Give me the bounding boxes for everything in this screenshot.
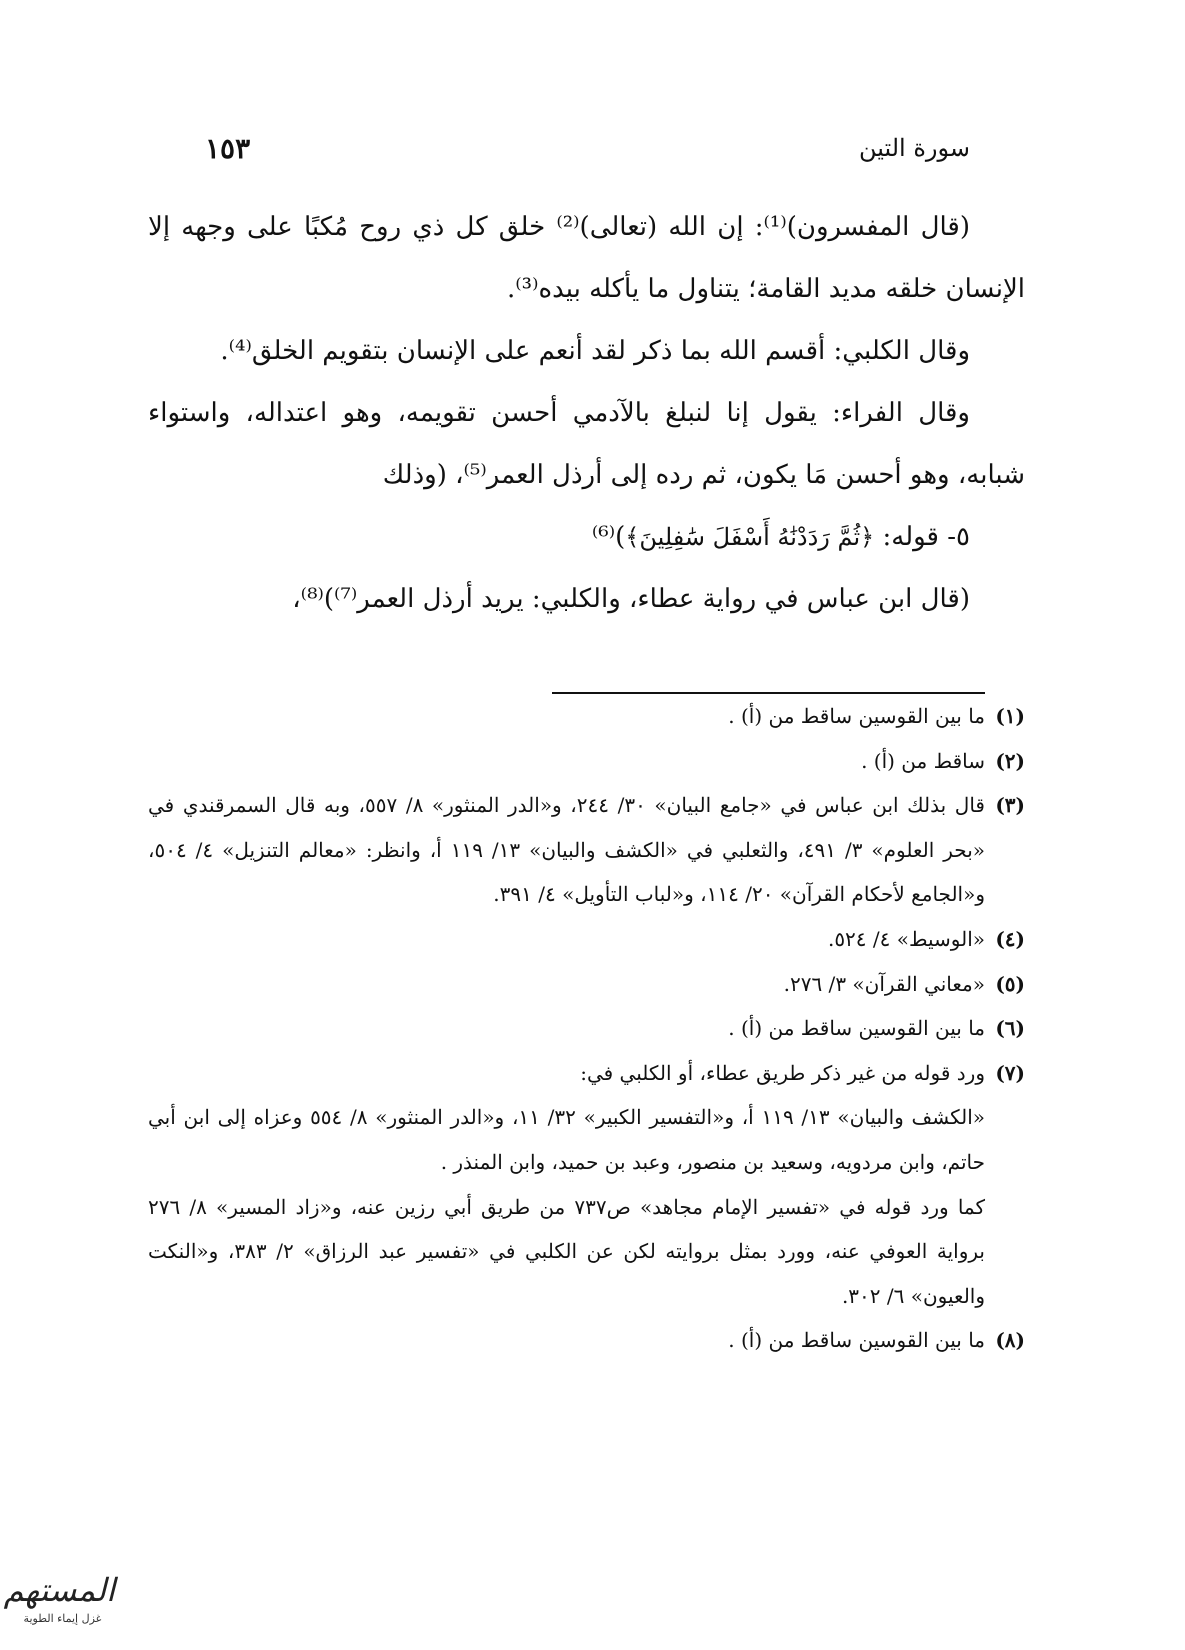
footnote-text: ورد قوله من غير ذكر طريق عطاء، أو الكلبي في:: [580, 1060, 985, 1085]
footnote-number: (٤): [995, 926, 1025, 951]
footnote-text: ما بين القوسين ساقط من (أ) .: [728, 704, 985, 728]
verse-suffix: )⁽⁶⁾: [591, 522, 626, 552]
page-header: [205, 128, 970, 168]
footnote-text: ما بين القوسين ساقط من (أ) .: [728, 1328, 985, 1353]
paragraph-4: [148, 506, 1025, 568]
footnote-text: قال بذلك ابن عباس في «جامع البيان» ٣٠/ ٢٤٤، و«الدر المنثور» ٨/ ٥٥٧، وبه قال السمرقندي في «بحر العلوم» ٣/ ٤٩١، والثعلبي في «الكشف والبيان» ١٣/ ١١٩ أ، وانظر: «معالم التنزيل» ٤/ ٥٠٤، و«الجامع لأحكام القرآن» ٢٠/ ١١٤، و«لباب التأويل» ٤/ ٣٩١.: [148, 793, 985, 907]
footnote-1: [148, 694, 1025, 739]
chapter-title: سورة التين: [858, 134, 970, 162]
footnote-number: (٨): [995, 1328, 1025, 1353]
footnote-text: «معاني القرآن» ٣/ ٢٧٦.: [783, 971, 985, 996]
footnote-4: [148, 917, 1025, 962]
footnote-text: «الوسيط» ٤/ ٥٢٤.: [827, 926, 985, 951]
footnote-6: [148, 1006, 1025, 1051]
footnote-number: (٦): [995, 1016, 1025, 1041]
footnote-number: (١): [995, 704, 1025, 728]
footnote-number: (٧): [995, 1060, 1025, 1085]
main-text: [148, 196, 1025, 630]
paragraph-2: وقال الكلبي: أقسم الله بما ذكر لقد أنعم على الإنسان بتقويم الخلق⁽⁴⁾.: [220, 336, 970, 366]
paragraph-5: (قال ابن عباس في رواية عطاء، والكلبي: يريد أرذل العمر⁽⁷⁾)⁽⁸⁾،: [292, 584, 970, 614]
footnote-text: كما ورد قوله في «تفسير الإمام مجاهد» ص٧٣٧ من طريق أبي رزين عنه، و«زاد المسير» ٨/ ٢٧٦ برواية العوفي عنه، وورد بمثل بروايته لكن عن الكلبي في «تفسير عبد الرزاق» ٢/ ٣٨٣، و«النكت والعيون» ٦/ ٣٠٢.: [148, 1194, 985, 1308]
page-number: ١٥٣: [205, 131, 251, 165]
footnote-3: [148, 783, 1025, 917]
footnote-7: [148, 1051, 1025, 1319]
footnote-5: [148, 962, 1025, 1007]
paragraph-1: (قال المفسرون)⁽¹⁾: إن الله (تعالى)⁽²⁾ خلق كل ذي روح مُكبًا على وجهه إلا الإنسان خلقه مديد القامة؛ يتناول ما يأكله بيده⁽³⁾.: [148, 212, 1025, 304]
logo-calligraphy: المستهم: [3, 1571, 115, 1609]
footnotes: [148, 694, 1025, 1363]
footnote-text: ما بين القوسين ساقط من (أ) .: [728, 1016, 985, 1041]
footnote-8: [148, 1318, 1025, 1363]
quran-verse: ﴿ثُمَّ رَدَدْنَٰهُ أَسْفَلَ سَٰفِلِينَ﴾: [625, 523, 875, 551]
publisher-logo: [3, 1568, 115, 1638]
verse-number: ٥- قوله:: [874, 522, 970, 552]
logo-subtitle: غزل إيماء الطوية: [23, 1612, 102, 1625]
footnote-text: «الكشف والبيان» ١٣/ ١١٩ أ، و«التفسير الكبير» ٣٢/ ١١، و«الدر المنثور» ٨/ ٥٥٤ وعزاه إلى ابن أبي حاتم، وابن مردويه، وسعيد بن منصور، وعبد بن حميد، وابن المنذر .: [148, 1105, 985, 1174]
footnote-number: (٥): [995, 971, 1025, 996]
footnote-2: [148, 739, 1025, 784]
footnote-number: (٢): [995, 748, 1025, 773]
paragraph-3: وقال الفراء: يقول إنا لنبلغ بالآدمي أحسن تقويمه، وهو اعتداله، واستواء شبابه، وهو أحسن مَا يكون، ثم رده إلى أرذل العمر⁽⁵⁾، (وذلك: [148, 398, 1025, 490]
footnote-number: (٣): [995, 793, 1025, 818]
footnote-text: ساقط من (أ) .: [861, 748, 985, 773]
